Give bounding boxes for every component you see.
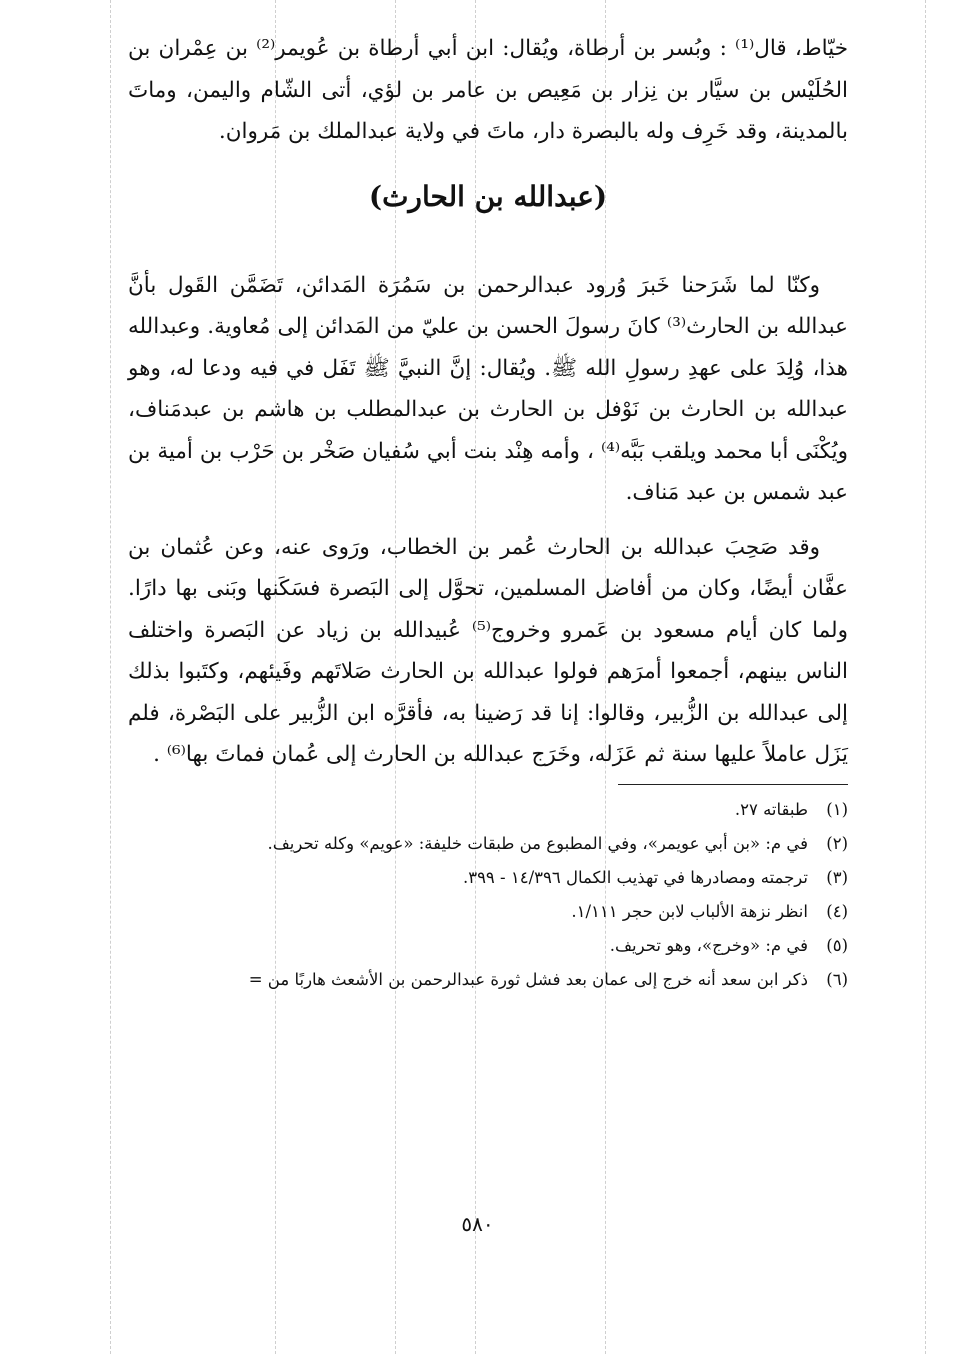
top-paragraph: خيّاط، قال⁽¹⁾ : وبُسر بن أرطاة، ويُقال: ابن أبي أرطاة بن عُويمر⁽²⁾ بن عِمْران بن الحُلَيْس بن سيَّار بن نِزار بن مَعِيص بن عامر بن لؤي، أتى الشّام واليمن، وماتَ بالمدينة، وقد خَرِف وله بالبصرة دار، ماتَ في ولاية عبدالملك بن مَروان. <box>128 36 848 144</box>
footnote-separator <box>618 784 848 785</box>
section-title: (عبدالله بن الحارث) <box>368 179 608 213</box>
footnote <box>128 861 848 895</box>
footnote-number: (٢) <box>826 833 848 853</box>
footnote-text: في م: «بن أبي عويمر»، وفي المطبوع من طبقات خليفة: «عويم» وكله تحريف. <box>267 833 808 853</box>
footnote-number: (٥) <box>826 935 848 955</box>
scan-guide-line <box>925 0 926 1354</box>
footnote-text: انظر نزهة الألباب لابن حجر ١/١١١. <box>571 901 808 921</box>
footnotes <box>128 793 848 997</box>
footnote-number: (١) <box>826 799 848 819</box>
footnote <box>128 895 848 929</box>
body-paragraph-2: وقد صَحِبَ عبدالله بن الحارث عُمر بن الخطاب، ورَوى عنه، وعن عُثمان بن عفَّان أيضًا، وكان من أفاضل المسلمين، تحوَّل إلى البَصرة فسَكَنها وبَنى بها دارًا. ولما كان أيام مسعود بن عَمرو وخروج⁽⁵⁾ عُبيدالله بن زياد عن البَصرة واختلف الناس بينهم، أجمعوا أمرَهم فولوا عبدالله بن الحارث صَلاتَهم وفَيئهم، وكتَبوا بذلك إلى عبدالله بن الزُّبير، وقالوا: إنا قد رَضينا به، فأقرَّه ابن الزُّبير على البَصْرة، فلم يَزَل عاملاً عليها سنة ثم عَزَله، وخَرَج عبدالله بن الحارث إلى عُمان فماتَ بها⁽⁶⁾ . <box>128 534 848 767</box>
footnote-number: (٣) <box>826 867 848 887</box>
footnote-text: في م: «وخرج»، وهو تحريف. <box>609 935 808 955</box>
footnote-number: (٦) <box>826 969 848 989</box>
footnote-text: ترجمته ومصادرها في تهذيب الكمال ١٤/٣٩٦ - ٣٩٩. <box>462 867 808 887</box>
footnote-number: (٤) <box>826 901 848 921</box>
body-paragraph-1: وكنّا لما شَرَحنا خَبرَ وُرود عبدالرحمن بن سَمُرَة المَدائن، تَضَمَّن القَول بأنَّ عبدالله بن الحارث⁽³⁾ كانَ رسولَ الحسن بن عليّ من المَدائن إلى مُعاوية. وعبدالله هذا، وُلِدَ على عهدِ رسولِ الله ﷺ. ويُقال: إنَّ النبيَّ ﷺ تَفَل في فيه ودعا له، وهو عبدالله بن الحارث بن نَوْفل بن الحارث بن عبدالمطلب بن هاشم بن عبدمَناف، ويُكْنَى أبا محمد ويلقب بَبَّه⁽⁴⁾ ، وأمه هِنْد بنت أبي سُفيان صَخْر بن حَرْب بن أمية بن عبد شمس بن عبد مَناف. <box>128 272 848 505</box>
footnote-text: ذكر ابن سعد أنه خرج إلى عمان بعد فشل ثورة عبدالرحمن بن الأشعث هاربًا من = <box>248 969 808 989</box>
page-number: ٥٨٠ <box>461 1212 494 1236</box>
paragraph-gap <box>128 514 848 527</box>
scan-guide-line <box>110 0 111 1354</box>
book-page <box>128 28 848 997</box>
footnote <box>128 827 848 861</box>
footnote <box>128 929 848 963</box>
footnote <box>128 793 848 827</box>
footnote-text: طبقاته ٢٧. <box>734 799 808 819</box>
footnote <box>128 963 848 997</box>
